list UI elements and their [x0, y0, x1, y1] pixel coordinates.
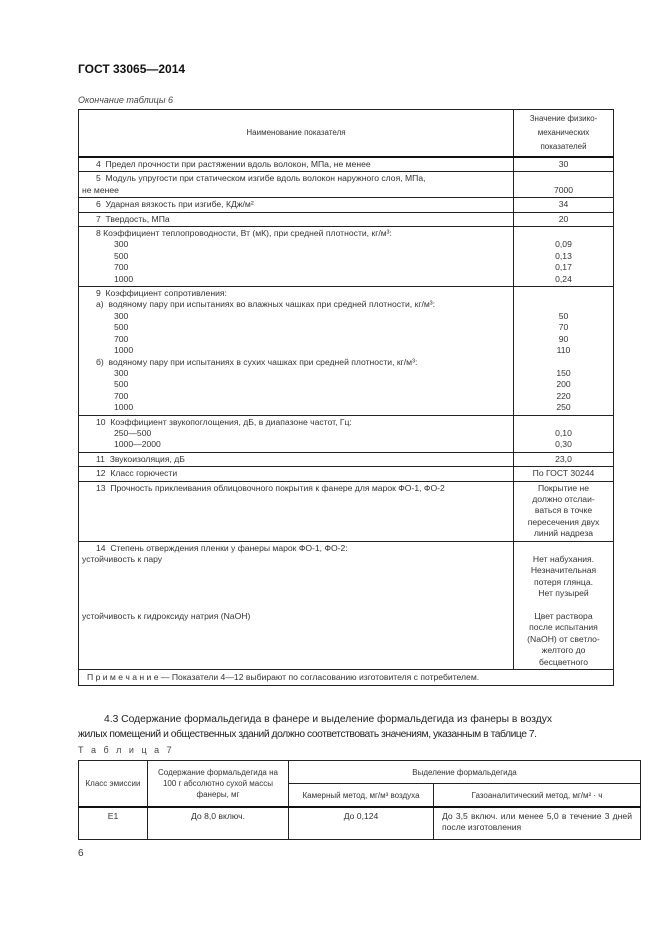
value-line: 0,30 [555, 439, 572, 450]
value-line: должно отслаи- [532, 493, 595, 504]
indicator-line [82, 588, 510, 599]
table-header-row [79, 110, 614, 158]
value-line: Цвет раствора [534, 611, 593, 621]
indicator-line: 700 [114, 262, 129, 273]
value-cell [514, 227, 614, 287]
value-cell [514, 287, 614, 415]
value-line [517, 173, 610, 184]
value-line [517, 288, 610, 299]
value-cell [514, 415, 614, 452]
column-header-value: Значение физико-механических показателей [514, 110, 614, 158]
value-line: По ГОСТ 30244 [532, 468, 595, 479]
table-row [79, 541, 614, 669]
value-line: 90 [558, 333, 569, 344]
table-note-row [79, 670, 614, 686]
column-header-indicator: Наименование показателя [79, 110, 514, 158]
value-line: 20 [558, 213, 569, 224]
indicator-cell [79, 198, 514, 212]
header-gas-method: Газоаналитический метод, мг/м² · ч [434, 784, 641, 808]
indicator-cell [79, 467, 514, 481]
cell-gas: До 3,5 включ. или менее 5,0 в течение 3 дней после изготовления [434, 807, 641, 840]
table-row [79, 157, 614, 172]
header-chamber-method: Камерный метод, мг/м³ воздуха [289, 784, 434, 808]
value-line: 110 [556, 345, 571, 356]
indicator-line: 6 Ударная вязкость при изгибе, КДж/м² [96, 199, 254, 210]
value-line: желтого до [541, 645, 586, 656]
paragraph-4-3 [78, 712, 641, 742]
indicator-line [82, 600, 510, 611]
table-row [79, 227, 614, 287]
value-line: линий надреза [533, 528, 594, 539]
document-title: ГОСТ 33065—2014 [78, 62, 186, 76]
indicator-line: устойчивость к пару [82, 554, 163, 564]
value-line: 200 [556, 379, 571, 390]
paragraph-line: 4.3 Содержание формальдегида в фанере и выделение формальдегида из фанеры в воздух [104, 714, 553, 725]
indicator-line: 1000 [114, 402, 134, 413]
value-cell [514, 467, 614, 481]
value-cell [514, 452, 614, 466]
indicator-cell [79, 541, 514, 669]
indicator-cell [79, 481, 514, 541]
indicator-cell [79, 227, 514, 287]
table-row [79, 807, 641, 840]
value-line [517, 356, 610, 367]
indicator-cell [79, 157, 514, 172]
indicator-cell [79, 452, 514, 466]
value-line: (NaOH) от светло- [527, 633, 600, 644]
table-6 [78, 109, 614, 686]
value-line: 7000 [553, 184, 574, 195]
table-row [79, 198, 614, 212]
value-line: Покрытие не [537, 482, 590, 493]
header-emission-class: Класс эмиссии [79, 761, 148, 808]
cell-chamber: До 0,124 [289, 807, 434, 840]
value-cell [514, 198, 614, 212]
indicator-line: 11 Звукоизоляция, дБ [96, 453, 185, 464]
table-row [79, 172, 614, 198]
value-cell [514, 172, 614, 198]
indicator-line: 13 Прочность приклеивания облицовочного покрытия к фанере для марок ФО-1, ФО-2 [96, 482, 445, 493]
indicator-cell [79, 172, 514, 198]
indicator-line: б) водяному пару при испытаниях в сухих чашках при средней плотности, кг/м³: [96, 356, 418, 367]
value-line: 220 [556, 390, 571, 401]
value-line: 50 [558, 310, 569, 321]
page-number: 6 [78, 848, 84, 859]
table-row [79, 212, 614, 226]
indicator-line: 700 [114, 333, 129, 344]
value-cell [514, 212, 614, 226]
indicator-cell [79, 212, 514, 226]
indicator-line [82, 577, 510, 588]
indicator-line: 300 [114, 310, 129, 321]
value-line: 250 [556, 402, 571, 413]
table-7-caption: Т а б л и ц а 7 [78, 745, 175, 755]
value-line: потеря глянца. [533, 576, 594, 587]
value-line: 30 [558, 159, 569, 169]
indicator-line: 8 Коэффициент теплопроводности, Вт (мК), при средней плотности, кг/м³: [96, 228, 392, 239]
indicator-line: не менее [82, 184, 119, 195]
indicator-line: 1000 [114, 345, 134, 356]
paragraph-line: жилых помещений и общественных зданий должно соответствовать значениям, указанным в таблице 7. [78, 729, 537, 740]
cell-content: До 8,0 включ. [148, 807, 289, 840]
value-line: ваться в точке [534, 505, 593, 516]
indicator-line: 7 Твердость, МПа [96, 213, 170, 224]
indicator-line: 250—500 [114, 427, 152, 438]
value-line [517, 228, 610, 239]
table-note: П р и м е ч а н и е — Показатели 4—12 выбирают по согласованию изготовителя с потребителем. [79, 670, 614, 686]
value-line: 150 [556, 367, 571, 378]
table-row [79, 452, 614, 466]
table-header-row [79, 761, 641, 784]
indicator-line: 1000—2000 [114, 439, 161, 450]
indicator-line [82, 565, 510, 576]
value-line: 0,09 [555, 239, 572, 250]
table-6-caption: Окончание таблицы 6 [78, 95, 173, 105]
value-line: 0,17 [555, 262, 572, 273]
value-cell [514, 541, 614, 669]
value-line: после испытания [529, 622, 598, 633]
value-line: 0,24 [555, 273, 572, 284]
indicator-line: 9 Коэффициент сопротивления: [96, 288, 227, 299]
indicator-line: а) водяному пару при испытаниях во влажных чашках при средней плотности, кг/м³: [96, 299, 436, 310]
indicator-line: 500 [114, 379, 129, 390]
indicator-line: устойчивость к гидроксиду натрия (NaOH) [82, 610, 251, 621]
indicator-line: 300 [114, 239, 129, 250]
indicator-line: 1000 [114, 273, 134, 284]
indicator-line: 700 [114, 390, 129, 401]
value-line: 23,0 [555, 453, 572, 464]
indicator-line: 4 Предел прочности при растяжении вдоль волокон, МПа, не менее [96, 159, 371, 169]
value-line: пересечения двух [527, 516, 600, 527]
value-line: Нет пузырей [538, 588, 589, 599]
value-line [517, 299, 610, 310]
value-cell [514, 157, 614, 172]
cell-emission-class: Е1 [79, 807, 148, 840]
value-cell [514, 481, 614, 541]
header-formaldehyde-release: Выделение формальдегида [289, 761, 641, 784]
value-line: 70 [558, 322, 569, 333]
indicator-line: 12 Класс горючести [96, 468, 178, 479]
table-row [79, 287, 614, 415]
header-formaldehyde-content: Содержание формальдегида на 100 г абсолютно сухой массы фанеры, мг [148, 761, 289, 808]
indicator-cell [79, 287, 514, 415]
value-line: Незначительная [530, 565, 597, 576]
value-line: 0,13 [555, 250, 572, 261]
indicator-line: 5 Модуль упругости при статическом изгибе вдоль волокон наружного слоя, МПа, [96, 173, 426, 184]
table-row [79, 481, 614, 541]
value-line [517, 417, 610, 428]
value-line [517, 600, 610, 611]
value-line: Нет набухания. [532, 553, 595, 564]
indicator-cell [79, 415, 514, 452]
indicator-line: 300 [114, 367, 129, 378]
value-line: 34 [558, 199, 569, 210]
value-line: бесцветного [539, 656, 588, 667]
table-row [79, 467, 614, 481]
table-7 [78, 760, 641, 840]
indicator-line: 500 [114, 250, 129, 261]
indicator-line: 10 Коэффициент звукопоглощения, дБ, в диапазоне частот, Гц: [96, 416, 352, 427]
value-line [517, 543, 610, 554]
indicator-line: 14 Степень отверждения пленки у фанеры марок ФО-1, ФО-2: [96, 542, 348, 553]
value-line: 0,10 [555, 427, 572, 438]
table-row [79, 415, 614, 452]
indicator-line: 500 [114, 322, 129, 333]
